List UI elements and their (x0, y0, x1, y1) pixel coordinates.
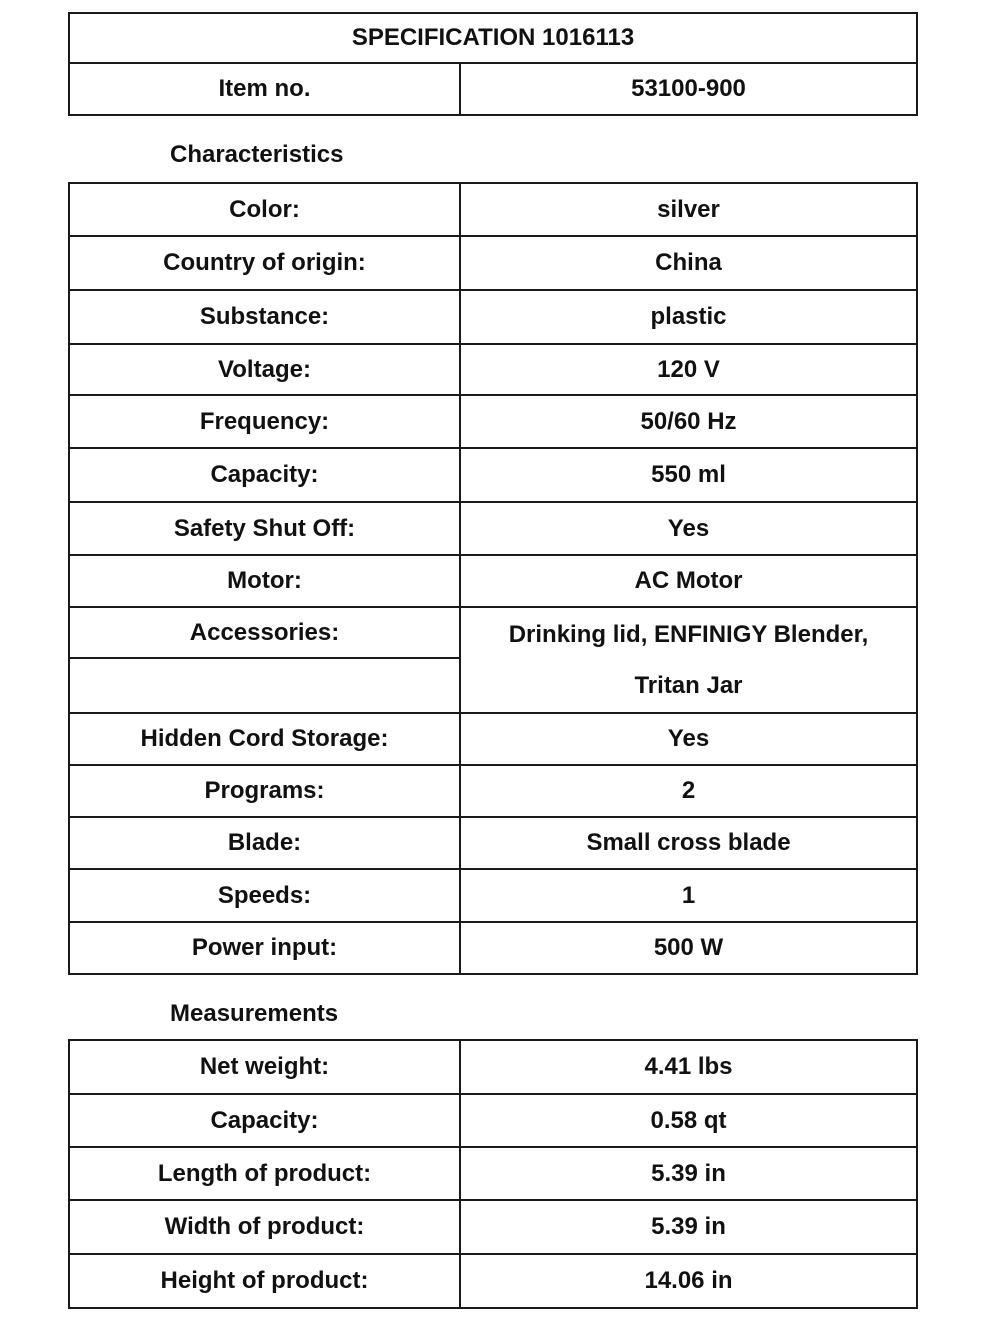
row-value: Small cross blade (586, 829, 791, 856)
accessories-empty-cell (70, 659, 459, 712)
spec-title: SPECIFICATION 1016113 (351, 24, 635, 51)
item-number-value: 53100-900 (631, 75, 746, 102)
row-label: Height of product: (70, 1255, 461, 1307)
table-row (70, 237, 916, 291)
row-label: Power input: (70, 923, 461, 973)
table-row (70, 556, 916, 608)
row-value: Yes (667, 514, 710, 542)
row-label: Substance: (70, 291, 461, 343)
row-value: 550 ml (651, 461, 726, 488)
table-row (70, 184, 916, 237)
table-row (70, 396, 916, 449)
accessories-row (70, 608, 916, 714)
row-value: 500 W (653, 934, 724, 961)
table-row (70, 291, 916, 345)
table-row (70, 870, 916, 923)
row-value: AC Motor (634, 567, 743, 594)
row-value: 0.58 qt (650, 1106, 727, 1134)
measurements-table (68, 1039, 918, 1309)
row-value: plastic (650, 303, 727, 330)
item-number-row (70, 64, 916, 114)
table-row (70, 1148, 916, 1201)
accessories-value-line2: Tritan Jar (634, 672, 743, 699)
accessories-value (461, 608, 916, 712)
table-row (70, 818, 916, 870)
table-row (70, 503, 916, 556)
table-row (70, 766, 916, 818)
accessories-label-cell (70, 608, 461, 712)
row-value: 4.41 lbs (644, 1053, 733, 1080)
row-label: Speeds: (70, 870, 461, 921)
row-label: Country of origin: (70, 237, 461, 289)
accessories-value-line1: Drinking lid, ENFINIGY Blender, (508, 621, 869, 648)
table-row (70, 923, 916, 973)
row-value: 14.06 in (644, 1267, 733, 1294)
item-number-label: Item no. (70, 64, 461, 114)
table-row (70, 449, 916, 503)
table-row (70, 1255, 916, 1307)
row-label: Net weight: (70, 1041, 461, 1093)
row-label: Motor: (70, 556, 461, 606)
row-value: 120 V (657, 355, 720, 383)
characteristics-table (68, 182, 918, 975)
characteristics-heading: Characteristics (170, 141, 344, 168)
row-label: Capacity: (70, 449, 461, 501)
row-label: Length of product: (70, 1148, 461, 1199)
row-label: Frequency: (70, 396, 461, 447)
row-label: Safety Shut Off: (70, 503, 461, 554)
table-row (70, 1041, 916, 1095)
row-value: China (655, 249, 722, 276)
spec-header-table (68, 12, 918, 116)
row-label: Programs: (70, 766, 461, 816)
row-value: 5.39 in (651, 1159, 726, 1187)
row-value: 50/60 Hz (640, 407, 737, 435)
table-row (70, 1201, 916, 1255)
table-row (70, 1095, 916, 1148)
spec-title-row (70, 14, 916, 64)
table-row (70, 345, 916, 396)
measurements-heading: Measurements (170, 1000, 339, 1027)
row-label: Color: (70, 184, 461, 235)
row-label: Width of product: (70, 1201, 461, 1253)
row-value: silver (657, 195, 720, 223)
row-label: Blade: (70, 818, 461, 868)
row-value: 5.39 in (651, 1213, 726, 1240)
accessories-label: Accessories: (70, 608, 459, 659)
row-value: 1 (681, 881, 696, 909)
row-value: 2 (681, 777, 696, 804)
row-label: Hidden Cord Storage: (70, 714, 461, 764)
table-row (70, 714, 916, 766)
row-value: Yes (667, 725, 710, 752)
row-label: Voltage: (70, 345, 461, 394)
row-label: Capacity: (70, 1095, 461, 1146)
